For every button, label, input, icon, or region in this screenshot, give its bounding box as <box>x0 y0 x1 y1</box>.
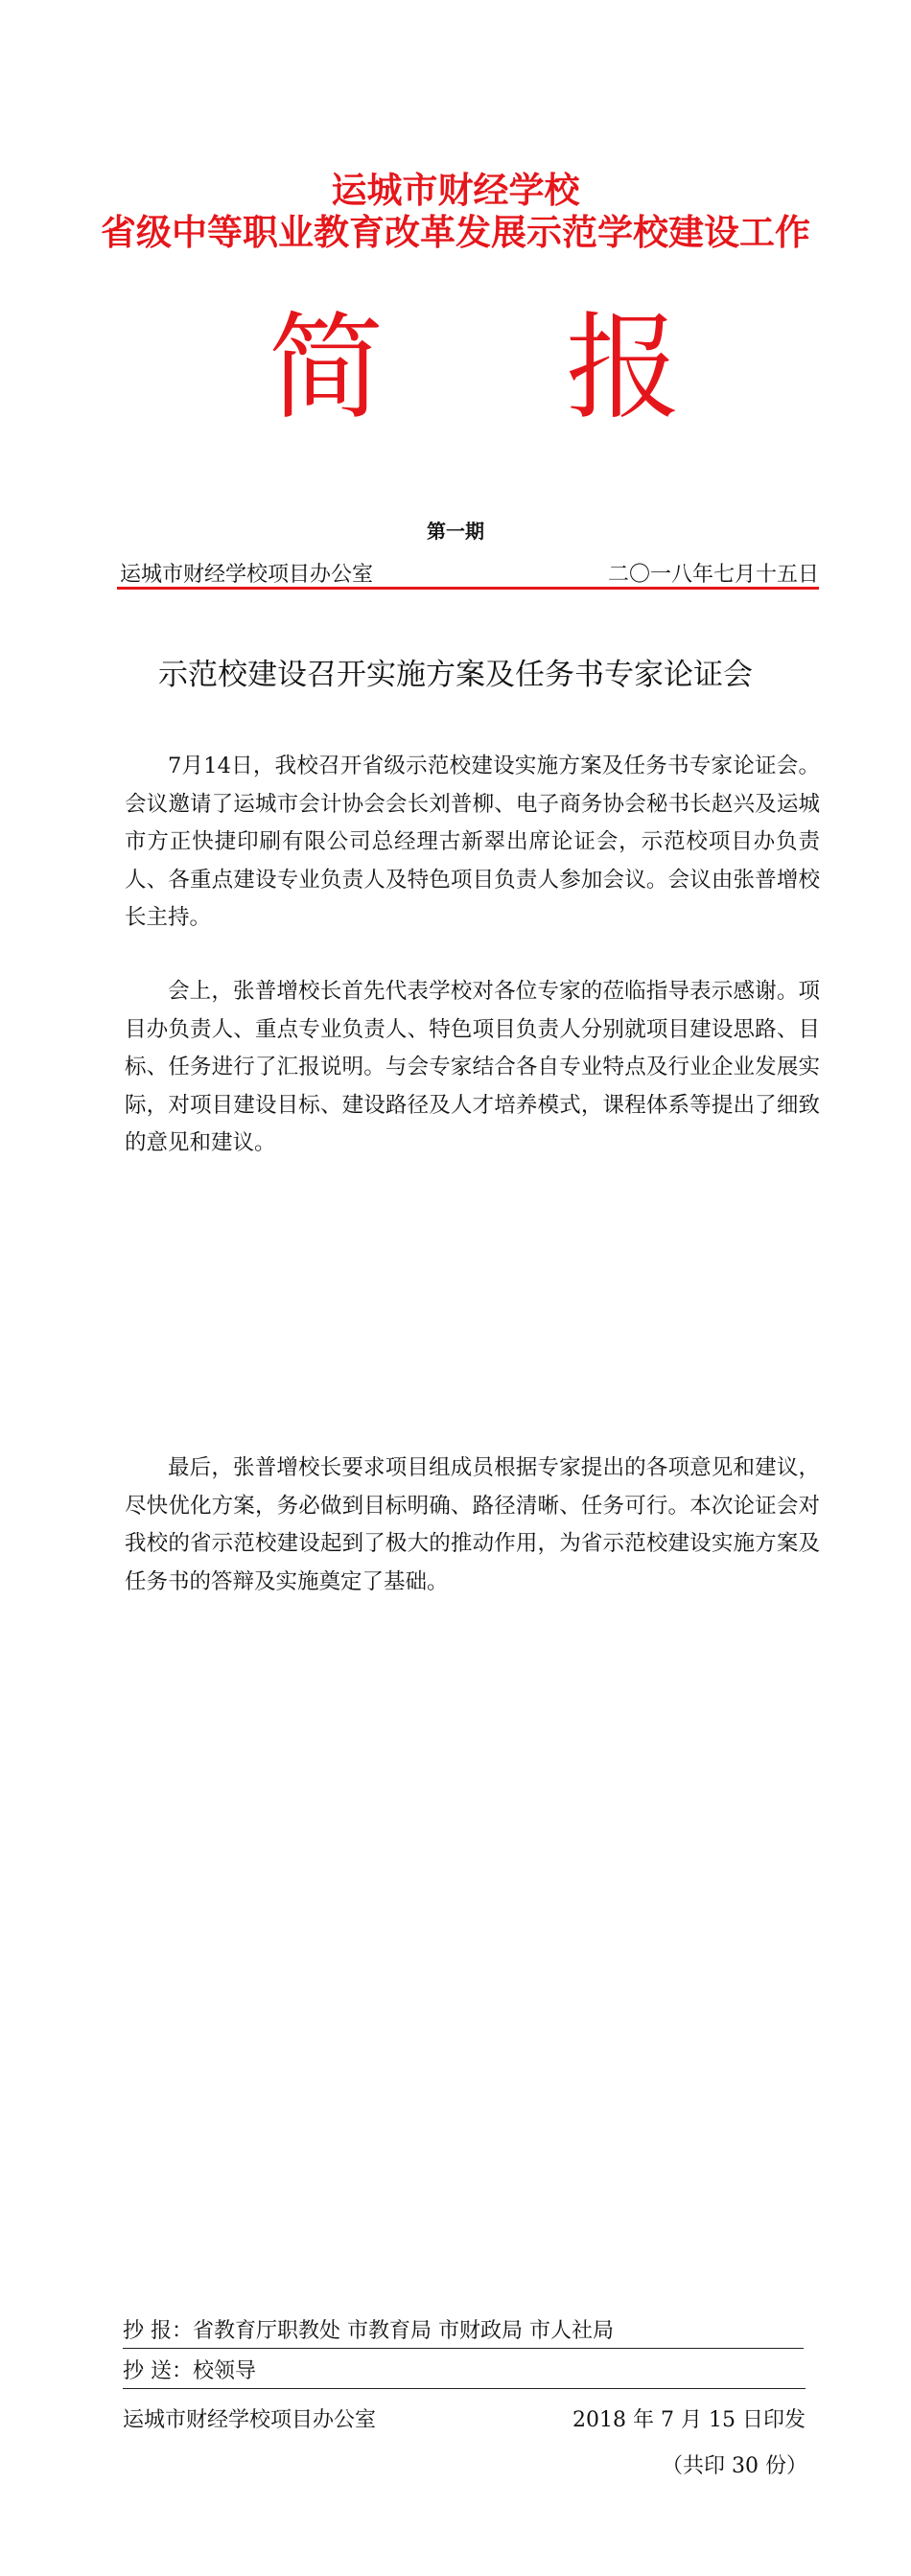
issue-number: 第一期 <box>427 520 484 543</box>
footer-send-row <box>123 2356 806 2389</box>
issuing-office: 运城市财经学校项目办公室 <box>120 563 374 587</box>
footer-report-recipients: 省教育厅职教处 市教育局 市财政局 市人社局 <box>193 2319 614 2343</box>
footer-report-row <box>123 2315 804 2349</box>
header-school-name: 运城市财经学校 <box>331 170 580 211</box>
masthead-char-2: 报 <box>566 302 681 435</box>
footer-copies: （共印 30 份） <box>662 2454 807 2478</box>
footer-report-label: 抄 报： <box>123 2319 193 2343</box>
article-title: 示范校建设召开实施方案及任务书专家论证会 <box>158 658 753 692</box>
footer-send-label: 抄 送： <box>123 2359 193 2383</box>
red-divider <box>117 587 819 590</box>
article-paragraph-2: 会上，张普增校长首先代表学校对各位专家的莅临指导表示感谢。项目办负责人、重点专业负责人、特色项目负责人分别就项目建设思路、目标、任务进行了汇报说明。与会专家结合各自专业特点及行业企业发展实际，对项目建设目标、建设路径及人才培养模式，课程体系等提出了细致的意见和建议。 <box>125 979 820 1155</box>
footer-print-date: 2018 年 7 月 15 日印发 <box>572 2408 806 2432</box>
footer-office: 运城市财经学校项目办公室 <box>123 2408 377 2432</box>
article-paragraph-3: 最后，张普增校长要求项目组成员根据专家提出的各项意见和建议，尽快优化方案，务必做到目标明确、路径清晰、任务可行。本次论证会对我校的省示范校建设起到了极大的推动作用，为省示范校建设实施方案及任务书的答辩及实施奠定了基础。 <box>125 1455 820 1594</box>
article-paragraph-1: 7月14日，我校召开省级示范校建设实施方案及任务书专家论证会。会议邀请了运城市会计协会会长刘普柳、电子商务协会秘书长赵兴及运城市方正快捷印刷有限公司总经理古新翠出席论证会，示范校项目办负责人、各重点建设专业负责人及特色项目负责人参加会议。会议由张普增校长主持。 <box>125 754 820 930</box>
masthead-char-1: 简 <box>269 302 384 435</box>
header-project-name: 省级中等职业教育改革发展示范学校建设工作 <box>101 212 810 253</box>
masthead <box>0 297 911 441</box>
footer-send-recipients: 校领导 <box>193 2359 257 2383</box>
footer-print-row <box>123 2404 806 2437</box>
issue-date: 二〇一八年七月十五日 <box>607 563 819 587</box>
